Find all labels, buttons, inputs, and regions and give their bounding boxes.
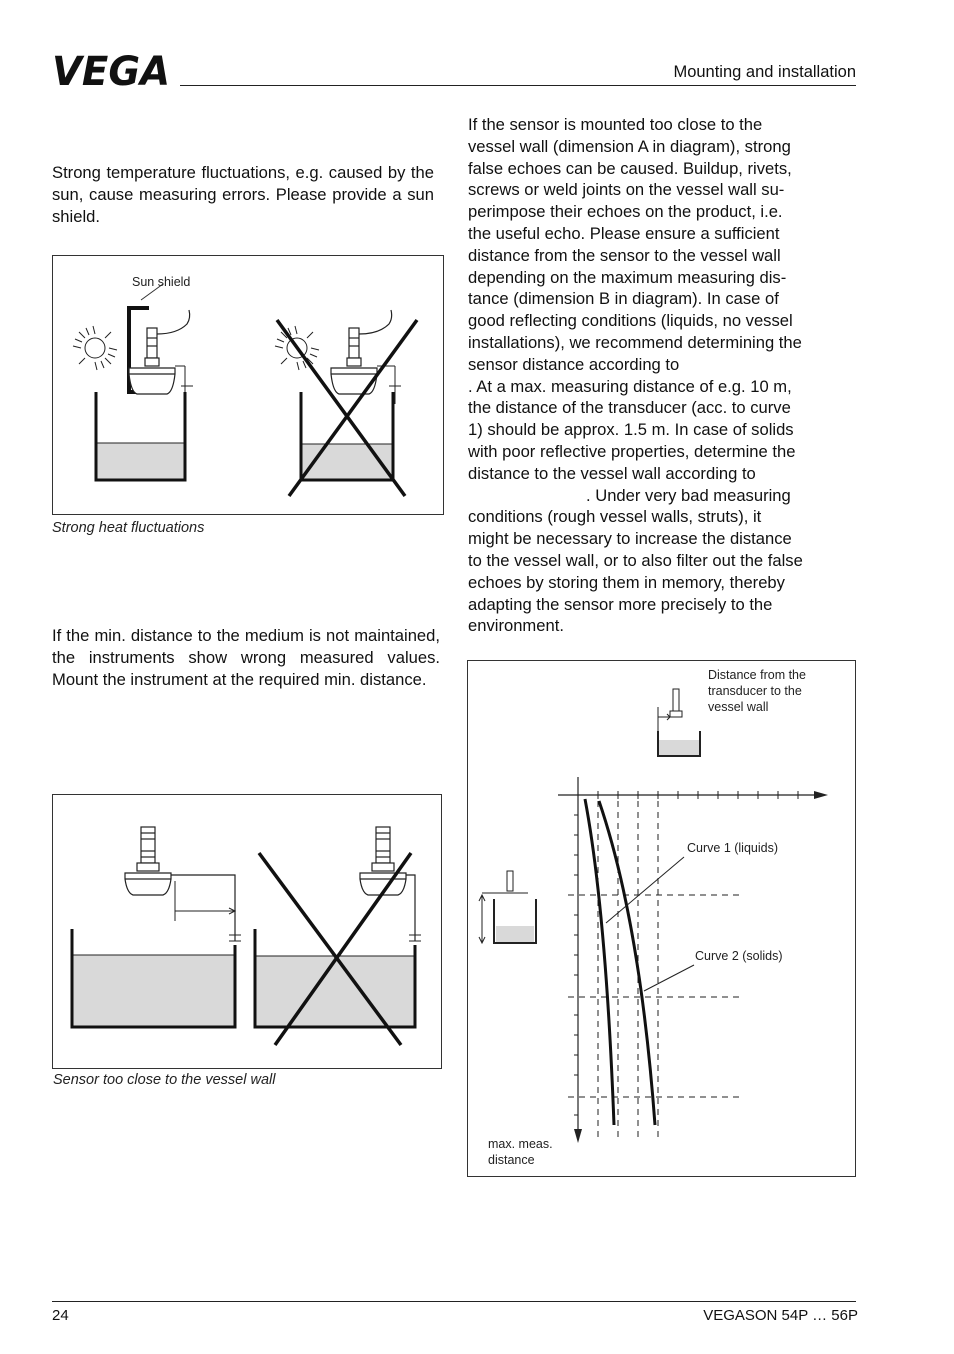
label-max-distance: max. meas. distance xyxy=(488,1137,553,1167)
text-line: echoes by storing them in memory, thereby xyxy=(468,572,785,592)
sensor-right xyxy=(331,310,392,394)
text-line: with poor reflective properties, determine the xyxy=(468,441,796,461)
text-line: sensor distance according to xyxy=(468,354,680,374)
small-vessel-left xyxy=(479,871,536,943)
text-line: installations), we recommend determining the xyxy=(468,332,802,352)
text-line: environment. xyxy=(468,616,564,636)
section-title: Mounting and installation xyxy=(673,63,856,81)
text-line: . At a max. measuring distance of e.g. 10 m, xyxy=(468,376,792,396)
text-line: distance from the sensor to the vessel wall xyxy=(468,245,781,265)
figure-2-caption: Sensor too close to the vessel wall xyxy=(53,1072,276,1088)
small-vessel-top xyxy=(658,689,700,756)
curve-1 xyxy=(585,799,614,1125)
svg-text:VEGA: VEGA xyxy=(52,49,170,95)
text-line: the distance of the transducer (acc. to curve xyxy=(468,398,791,418)
text-line: to the vessel wall, or to also filter out the false xyxy=(468,550,803,570)
text-line: perimpose their echoes on the product, i.e. xyxy=(468,202,783,222)
figure-distance-diagram xyxy=(467,660,856,1177)
curve-2 xyxy=(599,801,655,1125)
footer-rule xyxy=(52,1301,856,1302)
vega-logo xyxy=(52,49,172,95)
figure-sensor-too-close xyxy=(52,794,442,1069)
label-curve-1: Curve 1 (liquids) xyxy=(687,841,779,855)
sensor-left xyxy=(129,310,190,394)
left-paragraph-2: If the min. distance to the medium is not maintained, the instruments show wrong measured values. Mount the instrument at the required min. distance. xyxy=(52,626,440,689)
text-line: conditions (rough vessel walls, struts), it xyxy=(468,507,762,527)
page-number: 24 xyxy=(52,1307,69,1324)
text-line: If the sensor is mounted too close to the xyxy=(468,115,763,134)
label-curve-2: Curve 2 (solids) xyxy=(695,949,783,963)
text-line: . Under very bad measuring xyxy=(586,485,791,505)
sensor-bad xyxy=(360,827,406,895)
header-rule xyxy=(180,85,856,86)
text-line: distance to the vessel wall according to xyxy=(468,463,756,483)
right-paragraph xyxy=(468,114,858,637)
text-line: depending on the maximum measuring dis- xyxy=(468,267,787,287)
sensor-good xyxy=(125,827,171,895)
text-line: false echoes can be caused. Buildup, rivets, xyxy=(468,158,792,178)
text-line: the useful echo. Please ensure a sufficient xyxy=(468,223,780,243)
label-distance: Distance from the transducer to the vessel wall xyxy=(708,668,806,714)
sun-icon-left xyxy=(73,326,117,370)
text-line: 1) should be approx. 1.5 m. In case of solids xyxy=(468,420,794,440)
sun-shield-label: Sun shield xyxy=(132,275,191,289)
text-line: screws or weld joints on the vessel wall su- xyxy=(468,180,785,200)
text-line: good reflecting conditions (liquids, no vessel xyxy=(468,311,793,331)
text-line: vessel wall (dimension A in diagram), strong xyxy=(468,136,791,156)
product-name: VEGASON 54P … 56P xyxy=(703,1307,858,1324)
figure-sun-shield xyxy=(52,255,444,515)
text-line: might be necessary to increase the distance xyxy=(468,529,792,549)
left-paragraph-1: Strong temperature fluctuations, e.g. caused by the sun, cause measuring errors. Please provide a sun shield. xyxy=(52,163,434,226)
text-line: tance (dimension B in diagram). In case of xyxy=(468,289,779,309)
figure-1-caption: Strong heat fluctuations xyxy=(52,520,205,536)
text-line: adapting the sensor more precisely to the xyxy=(468,594,773,614)
